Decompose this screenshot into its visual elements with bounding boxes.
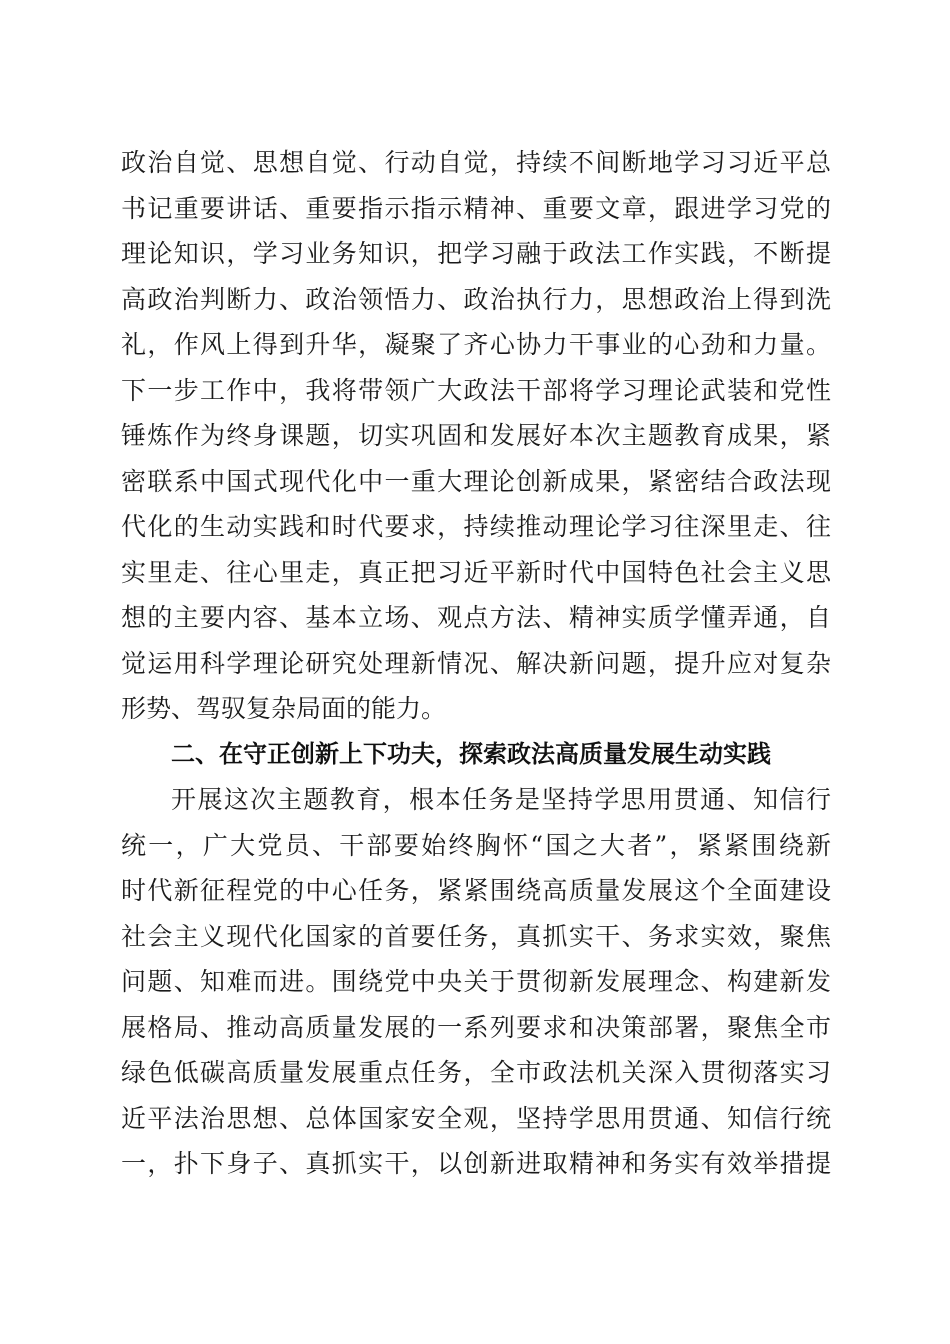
text-line: 社会主义现代化国家的首要任务，真抓实干、务求实效，聚焦 <box>121 921 831 951</box>
paragraph-2 <box>121 777 831 1187</box>
document-body <box>121 140 831 1187</box>
text-line: 统一，广大党员、干部要始终胸怀“国之大者”，紧紧围绕新 <box>121 830 831 860</box>
text-line: 理论知识，学习业务知识，把学习融于政法工作实践，不断提 <box>121 239 831 268</box>
text-line: 开展这次主题教育，根本任务是坚持学思用贯通、知信行 <box>171 785 831 814</box>
text-line: 展格局、推动高质量发展的一系列要求和决策部署，聚焦全市 <box>121 1012 831 1042</box>
text-line: 高政治判断力、政治领悟力、政治执行力，思想政治上得到洗 <box>121 284 831 314</box>
text-line: 下一步工作中，我将带领广大政法干部将学习理论武装和党性 <box>121 375 831 405</box>
text-line: 问题、知难而进。围绕党中央关于贯彻新发展理念、构建新发 <box>121 967 831 996</box>
text-line: 书记重要讲话、重要指示指示精神、重要文章，跟进学习党的 <box>121 193 831 223</box>
section-heading: 二、在守正创新上下功夫，探索政法高质量发展生动实践 <box>171 739 771 768</box>
text-line: 锤炼作为终身课题，切实巩固和发展好本次主题教育成果，紧 <box>121 421 831 450</box>
text-line: 绿色低碳高质量发展重点任务，全市政法机关深入贯彻落实习 <box>121 1058 831 1087</box>
text-line: 觉运用科学理论研究处理新情况、解决新问题，提升应对复杂 <box>121 648 831 678</box>
text-line: 近平法治思想、总体国家安全观，坚持学思用贯通、知信行统 <box>121 1103 831 1133</box>
text-line: 政治自觉、思想自觉、行动自觉，持续不间断地学习习近平总 <box>121 148 831 177</box>
text-line: 一，扑下身子、真抓实干，以创新进取精神和务实有效举措提 <box>121 1149 831 1178</box>
text-line: 实里走、往心里走，真正把习近平新时代中国特色社会主义思 <box>121 557 831 587</box>
text-line: 礼，作风上得到升华，凝聚了齐心协力干事业的心劲和力量。 <box>121 330 831 359</box>
text-line: 时代新征程党的中心任务，紧紧围绕高质量发展这个全面建设 <box>121 876 831 905</box>
paragraph-1 <box>121 140 831 732</box>
text-line: 形势、驾驭复杂局面的能力。 <box>121 694 447 723</box>
text-line: 代化的生动实践和时代要求，持续推动理论学习往深里走、往 <box>121 512 831 541</box>
text-line: 想的主要内容、基本立场、观点方法、精神实质学懂弄通，自 <box>121 603 831 632</box>
text-line: 密联系中国式现代化中一重大理论创新成果，紧密结合政法现 <box>121 466 831 496</box>
